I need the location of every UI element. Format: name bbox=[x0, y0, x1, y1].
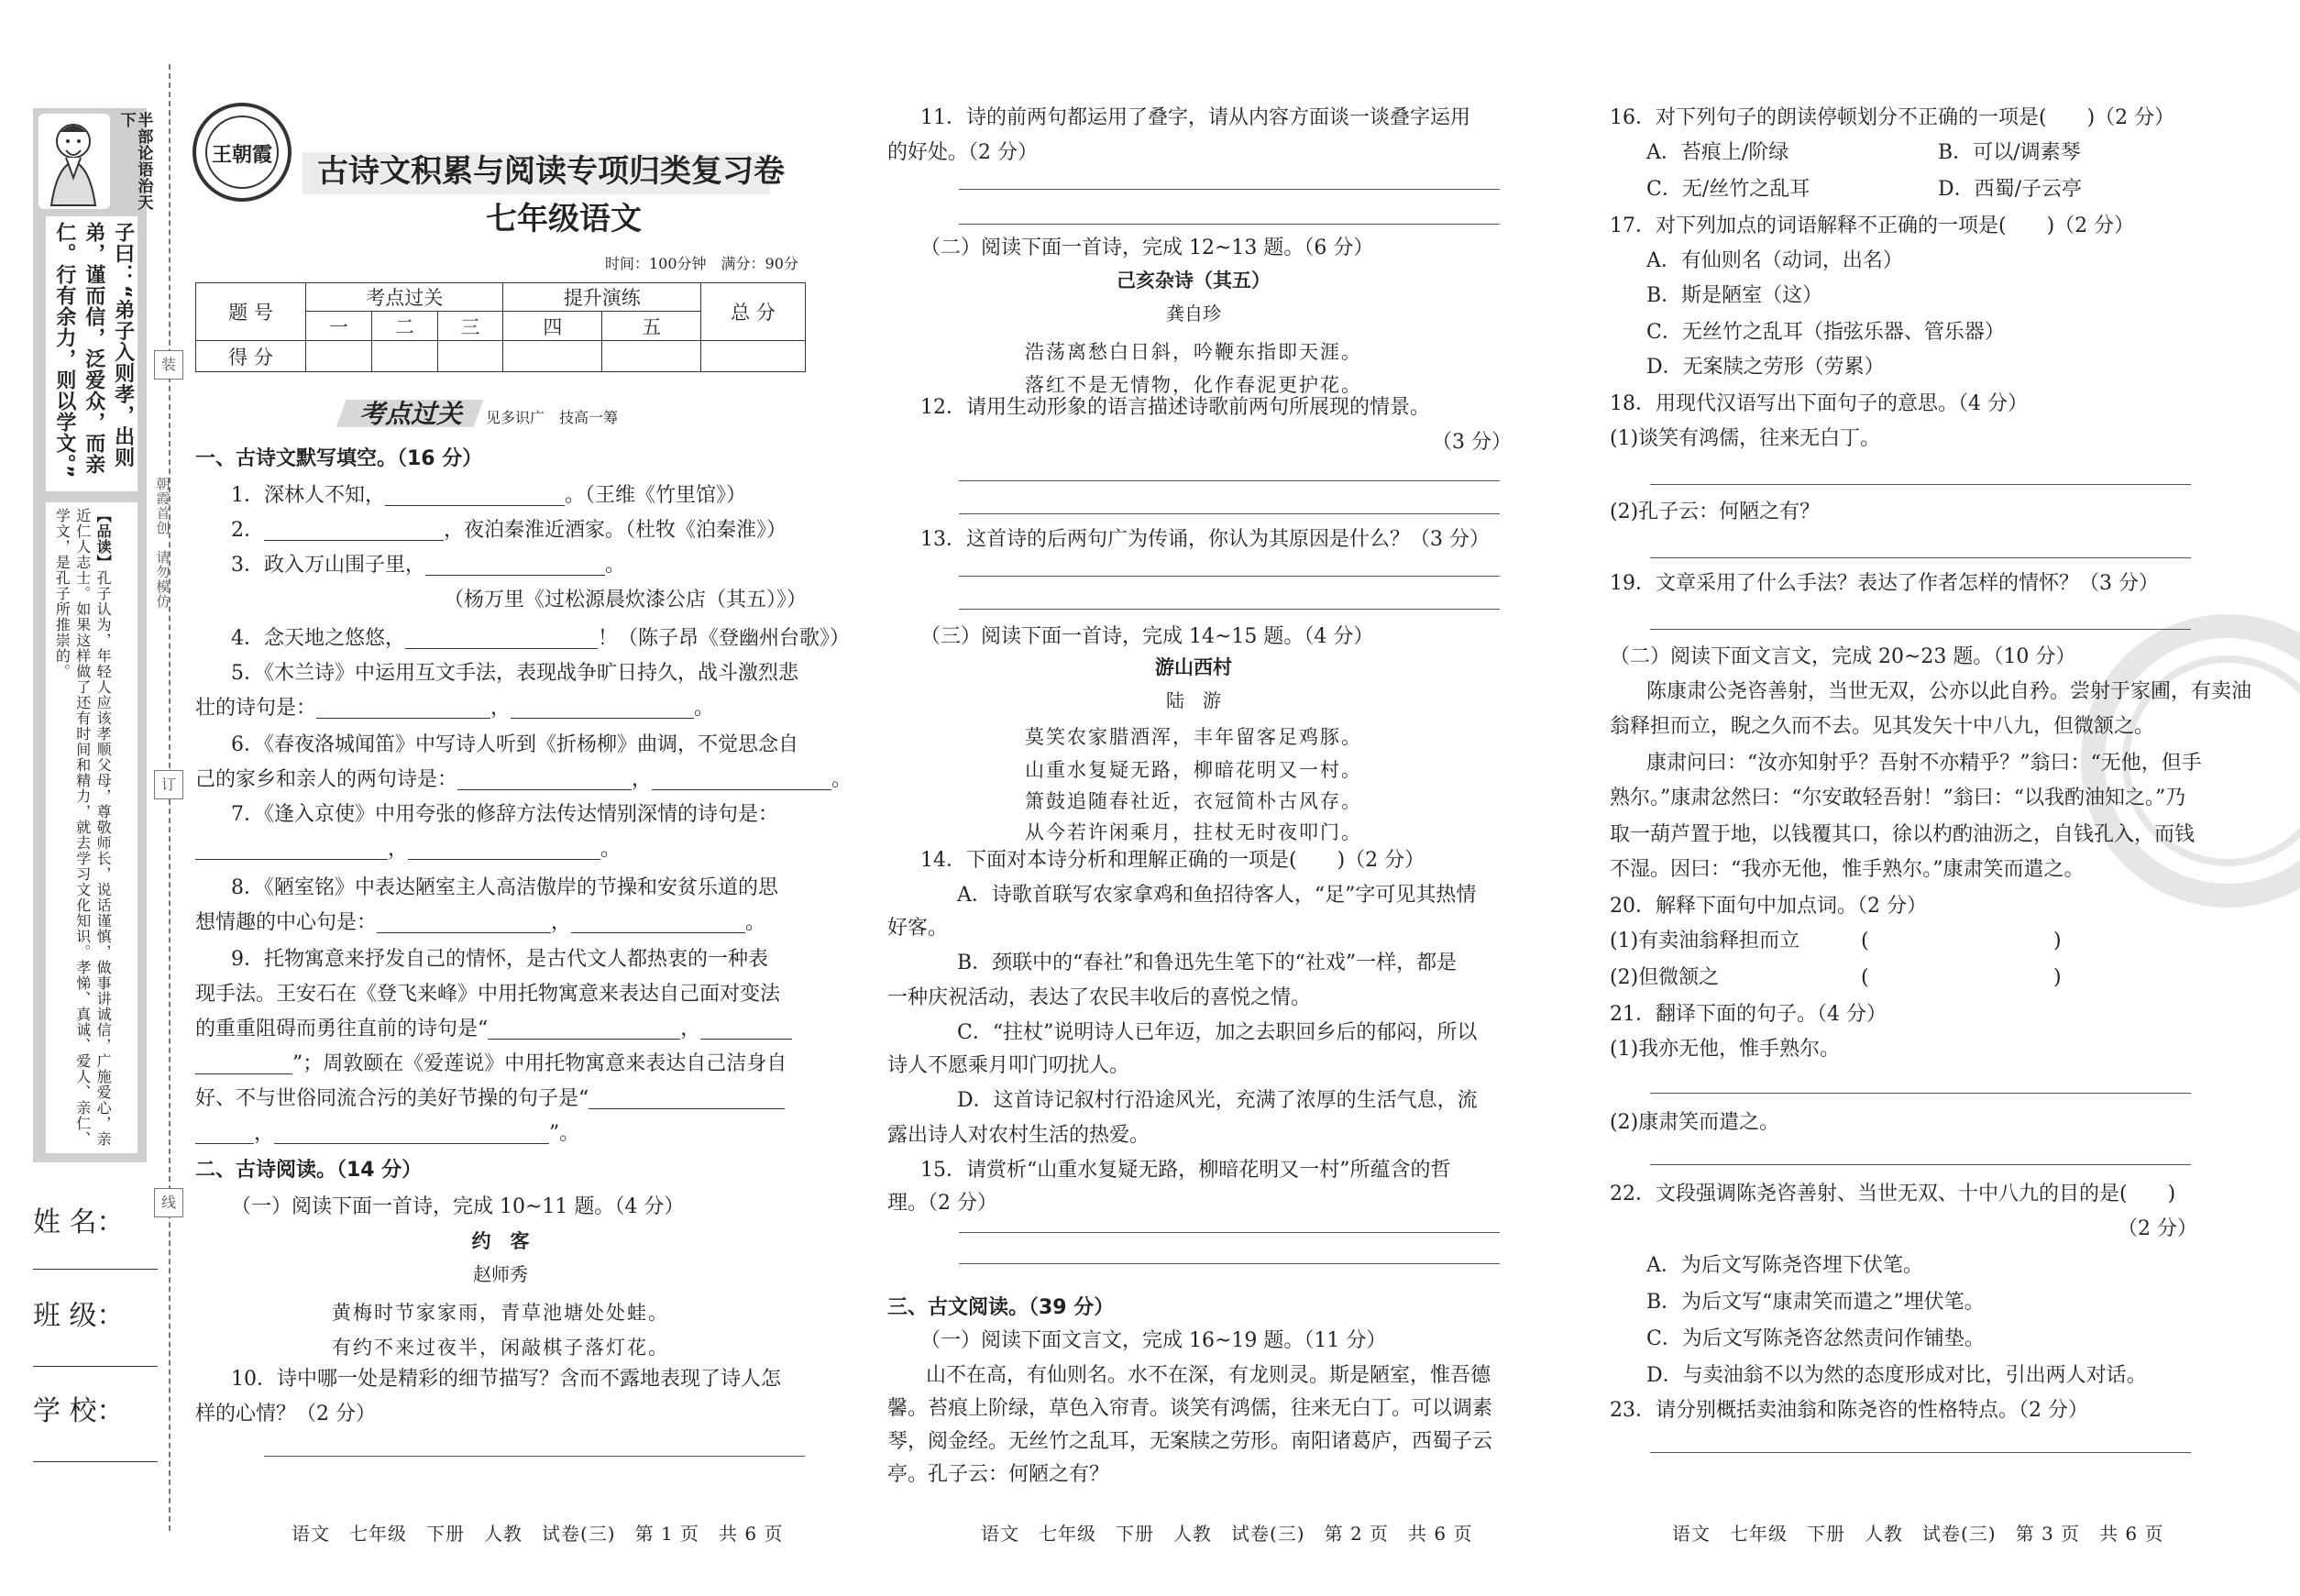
q4 bbox=[231, 629, 850, 649]
q3-end: 。 bbox=[605, 554, 626, 577]
class-label: 班 级： bbox=[33, 1300, 125, 1332]
q11-line1: 11．诗的前两句都运用了叠字，请从内容方面谈一谈叠字运用 bbox=[920, 106, 1470, 129]
poem-3-line: 山重水复疑无路，柳暗花明又一村。 bbox=[1025, 759, 1362, 781]
q6-line2: 己的家乡和亲人的两句诗是： ， 。 bbox=[195, 768, 853, 791]
q21-part-1: (1)我亦无他，惟手熟尔。 bbox=[1610, 1038, 1841, 1061]
q15-line1: 15．请赏析“山重水复疑无路，柳暗花明又一村”所蕴含的哲 bbox=[920, 1159, 1451, 1182]
score-table-tihao: 题 号 bbox=[196, 283, 306, 341]
answer-blank[interactable] bbox=[195, 842, 388, 860]
score-cell[interactable] bbox=[503, 341, 602, 372]
answer-blank[interactable] bbox=[425, 557, 605, 576]
answer-blank[interactable] bbox=[274, 1126, 549, 1144]
q7-line2: ， 。 bbox=[195, 840, 621, 860]
q20-answer-2[interactable] bbox=[1876, 968, 2050, 988]
poem-2-line: 落红不是无情物，化作春泥更护花。 bbox=[1025, 374, 1362, 396]
passage-2-line: 陈康肃公尧咨善射，当世无双，公亦以此自矜。尝射于家圃，有卖油 bbox=[1646, 680, 2252, 703]
answer-blank[interactable] bbox=[195, 1056, 292, 1074]
q10-line2: 样的心情？（2 分） bbox=[195, 1403, 376, 1425]
section-3-heading: 三、古文阅读。（39 分） bbox=[887, 1296, 1115, 1319]
reading-1-intro: （一）阅读下面一首诗，完成 10~11 题。（4 分） bbox=[231, 1195, 685, 1218]
q18-part-2: (2)孔子云：何陋之有？ bbox=[1610, 501, 1821, 523]
answer-line[interactable] bbox=[959, 189, 1500, 190]
sidebar-slogan: 半部论语治天下 bbox=[116, 112, 153, 211]
q9-line2: 现手法。王安石在《登飞来峰》中用托物寓意来表达自己面对变法 bbox=[195, 983, 781, 1006]
q22-score: （2 分） bbox=[2118, 1217, 2197, 1240]
poem-1-author: 赵师秀 bbox=[473, 1263, 528, 1285]
reading-4-intro: （一）阅读下面文言文，完成 16~19 题。（11 分） bbox=[920, 1329, 1387, 1352]
passage-1-line: 山不在高，有仙则名。水不在深，有龙则灵。斯是陋室，惟吾德 bbox=[926, 1364, 1491, 1387]
q17-option-c[interactable]: C．无丝竹之乱耳（指弦乐器、管乐器） bbox=[1646, 321, 2005, 344]
cut-mark-2: 订 bbox=[154, 770, 183, 799]
score-cell[interactable] bbox=[437, 341, 503, 372]
answer-blank[interactable] bbox=[195, 1126, 254, 1144]
answer-blank[interactable] bbox=[264, 523, 444, 541]
q12-score: （3 分） bbox=[1432, 431, 1512, 454]
q16-option-d[interactable]: D．西蜀/子云亭 bbox=[1938, 178, 2083, 201]
q17: 17．对下列加点的词语解释不正确的一项是( )（2 分） bbox=[1610, 215, 2135, 237]
answer-blank[interactable] bbox=[589, 1091, 785, 1109]
score-cell[interactable] bbox=[602, 341, 701, 372]
school-label: 学 校： bbox=[33, 1395, 125, 1427]
exam-title: 古诗文积累与阅读专项归类复习卷 bbox=[317, 153, 785, 190]
section-banner-title: 考点过关 bbox=[359, 399, 463, 429]
q7-line1: 7．《逢入京使》中用夸张的修辞方法传达情别深情的诗句是： bbox=[231, 803, 778, 826]
q5-line2: 壮的诗句是： ， 。 bbox=[195, 697, 715, 720]
q9-line3: 的重重阻碍而勇往直前的诗句是“ ， bbox=[195, 1019, 792, 1040]
q9-text-c: 好、不与世俗同流合污的美好节操的句子是“ bbox=[195, 1087, 589, 1110]
passage-1-line: 琴，阅金经。无丝竹之乱耳，无案牍之劳形。南阳诸葛庐，西蜀子云 bbox=[887, 1430, 1493, 1453]
answer-line[interactable] bbox=[959, 224, 1500, 225]
answer-blank[interactable] bbox=[700, 1021, 792, 1040]
score-table-defen: 得 分 bbox=[196, 341, 306, 372]
answer-blank[interactable] bbox=[316, 700, 490, 719]
q9-end: ”。 bbox=[549, 1122, 580, 1145]
answer-line[interactable] bbox=[1650, 1164, 2191, 1165]
q20-paren-close: ) bbox=[2053, 966, 2062, 989]
reading-2-intro: （二）阅读下面一首诗，完成 12~13 题。（6 分） bbox=[920, 237, 1374, 259]
q1 bbox=[231, 486, 746, 506]
score-table-sub-1: 一 bbox=[306, 312, 372, 341]
q23: 23．请分别概括卖油翁和陈尧咨的性格特点。（2 分） bbox=[1610, 1399, 2088, 1422]
exam-time-info: 时间：100分钟 满分：90分 bbox=[605, 255, 798, 272]
answer-line[interactable] bbox=[1650, 484, 2191, 485]
answer-line[interactable] bbox=[1650, 629, 2191, 630]
score-table-sub-5: 五 bbox=[602, 312, 701, 341]
page-footer-2: 语文 七年级 下册 人教 试卷(三) 第 2 页 共 6 页 bbox=[981, 1523, 1473, 1545]
passage-1-line: 亭。孔子云：何陋之有？ bbox=[887, 1463, 1110, 1486]
q22-option-b[interactable]: B．为后文写“康肃笑而遣之”埋伏笔。 bbox=[1646, 1291, 1985, 1314]
q1-text: 1．深林人不知， bbox=[231, 484, 385, 507]
q18-part-1: (1)谈笑有鸿儒，往来无白丁。 bbox=[1610, 427, 1881, 450]
page-footer-3: 语文 七年级 下册 人教 试卷(三) 第 3 页 共 6 页 bbox=[1672, 1523, 2164, 1545]
sidebar-note-title: 【品读】 bbox=[94, 508, 113, 570]
section-2-heading: 二、古诗阅读。（14 分） bbox=[195, 1159, 423, 1182]
score-table-sub-4: 四 bbox=[503, 312, 602, 341]
poem-3-author: 陆 游 bbox=[1166, 689, 1221, 711]
q14-option-c-cont: 诗人不愿乘月叩门叨扰人。 bbox=[887, 1054, 1130, 1077]
reading-5-intro: （二）阅读下面文言文，完成 20~23 题。（10 分） bbox=[1610, 645, 2076, 668]
answer-blank[interactable] bbox=[457, 772, 632, 790]
q22-option-d[interactable]: D．与卖油翁不以为然的态度形成对比，引出两人对话。 bbox=[1646, 1364, 2147, 1387]
q4-text: 4．念天地之悠悠， bbox=[231, 627, 405, 650]
score-table-group2: 提升演练 bbox=[503, 283, 701, 312]
q22: 22．文段强调陈尧咨善射、当世无双、十中八九的目的是( ) bbox=[1610, 1183, 2176, 1205]
brand-logo-text: 王朝霞 bbox=[211, 143, 272, 167]
poem-2-author: 龚自珍 bbox=[1166, 303, 1221, 325]
q8-line2: 想情趣的中心句是： ， 。 bbox=[195, 911, 766, 934]
poem-2-title: 己亥杂诗（其五） bbox=[1117, 270, 1271, 292]
q16-option-a[interactable]: A．苔痕上/阶绿 bbox=[1646, 141, 1789, 164]
exam-subtitle: 七年级语文 bbox=[486, 201, 642, 237]
section-banner-slogan: 见多识广 技高一筹 bbox=[486, 409, 619, 426]
poem-2-line: 浩荡离愁白日斜，吟鞭东指即天涯。 bbox=[1025, 341, 1362, 363]
score-table-sub-2: 二 bbox=[371, 312, 437, 341]
answer-blank[interactable] bbox=[377, 915, 551, 933]
passage-2-line: 翁释担而立，睨之久而不去。见其发矢十中八九，但微颔之。 bbox=[1610, 715, 2155, 738]
answer-line[interactable] bbox=[264, 1456, 805, 1457]
score-cell[interactable] bbox=[701, 341, 806, 372]
q17-option-d[interactable]: D．无案牍之劳形（劳累） bbox=[1646, 356, 1885, 379]
answer-blank[interactable] bbox=[405, 631, 598, 649]
answer-blank[interactable] bbox=[408, 842, 600, 860]
q9-line5 bbox=[195, 1089, 785, 1109]
q20-part-1: (1)有卖油翁释担而立 bbox=[1610, 930, 1800, 952]
confucius-illustration bbox=[39, 114, 110, 209]
name-label: 姓 名： bbox=[33, 1206, 125, 1238]
answer-line[interactable] bbox=[959, 480, 1500, 481]
score-table bbox=[195, 282, 806, 372]
q3 bbox=[231, 556, 625, 576]
poem-1-line: 黄梅时节家家雨，青草池塘处处蛙。 bbox=[332, 1302, 669, 1324]
q16-option-b[interactable]: B．可以/调素琴 bbox=[1938, 141, 2081, 164]
q12: 12．请用生动形象的语言描述诗歌前两句所展现的情景。 bbox=[920, 396, 1430, 419]
score-table-total: 总 分 bbox=[701, 283, 806, 341]
q4-source: ！（陈子昂《登幽州台歌》） bbox=[598, 627, 851, 650]
q9-text-a: 的重重阻碍而勇往直前的诗句是“ bbox=[195, 1018, 489, 1040]
q20-part-2: (2)但微颔之 bbox=[1610, 966, 1720, 989]
q14-option-a-cont: 好客。 bbox=[887, 917, 949, 940]
name-line[interactable] bbox=[33, 1269, 158, 1270]
q15-line2: 理。（2 分） bbox=[887, 1192, 997, 1215]
score-table-sub-3: 三 bbox=[437, 312, 503, 341]
q9-line1: 9．托物寓意来抒发自己的情怀，是古代文人都热衷的一种表 bbox=[231, 948, 768, 971]
passage-1-line: 馨。苔痕上阶绿，草色入帘青。谈笑有鸿儒，往来无白丁。可以调素 bbox=[887, 1397, 1493, 1420]
answer-line[interactable] bbox=[1650, 557, 2191, 558]
q17-option-a[interactable]: A．有仙则名（动词，出名） bbox=[1646, 249, 1903, 272]
brand-logo bbox=[193, 103, 292, 202]
sidebar-side-text: 朝霞首创 请勿模仿 bbox=[154, 477, 171, 609]
answer-blank[interactable] bbox=[652, 772, 831, 790]
q20-paren-close: ) bbox=[2053, 930, 2062, 952]
q19: 19．文章采用了什么手法？表达了作者怎样的情怀？（3 分） bbox=[1610, 572, 2159, 595]
q22-option-a[interactable]: A．为后文写陈尧咨埋下伏笔。 bbox=[1646, 1254, 1923, 1277]
poem-3-line: 莫笑农家腊酒浑，丰年留客足鸡豚。 bbox=[1025, 726, 1362, 748]
passage-2-line: 康肃问曰：“汝亦知射乎？吾射不亦精乎？”翁曰：“无他，但手 bbox=[1646, 752, 2202, 775]
q11-line2: 的好处。（2 分） bbox=[887, 141, 1038, 164]
q5-line1: 5．《木兰诗》中运用互文手法，表现战争旷日持久，战斗激烈悲 bbox=[231, 662, 798, 685]
answer-line[interactable] bbox=[959, 513, 1500, 514]
answer-line[interactable] bbox=[959, 1263, 1500, 1264]
poem-3-title: 游山西村 bbox=[1155, 656, 1232, 678]
q6-line1: 6．《春夜洛城闻笛》中写诗人听到《折杨柳》曲调，不觉思念自 bbox=[231, 733, 798, 756]
answer-line[interactable] bbox=[959, 609, 1500, 610]
q14-option-a[interactable]: A．诗歌首联写农家拿鸡和鱼招待客人，“足”字可见其热情 bbox=[957, 884, 1477, 907]
q20-paren-open: ( bbox=[1861, 966, 1869, 989]
poem-1-title: 约 客 bbox=[471, 1230, 530, 1252]
q13: 13．这首诗的后两句广为传诵，你认为其原因是什么？（3 分） bbox=[920, 528, 1490, 551]
reading-3-intro: （三）阅读下面一首诗，完成 14~15 题。（4 分） bbox=[920, 625, 1374, 648]
passage-2-line: 不湿。因曰：“我亦无他，惟手熟尔。”康肃笑而遣之。 bbox=[1610, 858, 2085, 881]
q16-option-c[interactable]: C．无/丝竹之乱耳 bbox=[1646, 178, 1810, 201]
cut-mark-1: 装 bbox=[154, 350, 183, 380]
class-line[interactable] bbox=[33, 1366, 158, 1367]
sidebar-note bbox=[51, 508, 113, 1150]
answer-line[interactable] bbox=[1650, 1452, 2191, 1453]
q18: 18．用现代汉语写出下面句子的意思。（4 分） bbox=[1610, 392, 2028, 415]
q5-text: 壮的诗句是： bbox=[195, 697, 317, 720]
answer-line[interactable] bbox=[959, 576, 1500, 577]
answer-line[interactable] bbox=[1650, 1093, 2191, 1094]
q21: 21．翻译下面的句子。（4 分） bbox=[1610, 1003, 1887, 1026]
q20-answer-1[interactable] bbox=[1876, 931, 2050, 952]
q9-text-b: ”；周敦颐在《爱莲说》中用托物寓意来表达自己洁身自 bbox=[292, 1052, 787, 1075]
q14-option-d-cont: 露出诗人对农村生活的热爱。 bbox=[887, 1124, 1150, 1147]
q21-part-2: (2)康肃笑而遣之。 bbox=[1610, 1111, 1780, 1134]
answer-blank[interactable] bbox=[511, 700, 694, 719]
sidebar-quote: 子曰：“弟子入则孝，出则弟，谨而信，泛爱众，而亲仁。行有余力，则以学文。” bbox=[52, 222, 135, 479]
q14: 14．下面对本诗分析和理解正确的一项是( )（2 分） bbox=[920, 849, 1425, 872]
q17-option-b[interactable]: B．斯是陋室（这） bbox=[1646, 284, 1823, 307]
page-footer-1: 语文 七年级 下册 人教 试卷(三) 第 1 页 共 6 页 bbox=[292, 1523, 784, 1545]
poem-3-line: 从今若许闲乘月，拄杖无时夜叩门。 bbox=[1025, 821, 1362, 843]
q22-option-c[interactable]: C．为后文写陈尧咨忿然责问作铺垫。 bbox=[1646, 1327, 1985, 1350]
score-cell[interactable] bbox=[371, 341, 437, 372]
sidebar-note-text: 孔子认为，年轻人应该孝顺父母，尊敬师长，说话谨慎，做事讲诚信，广施爱心，亲近仁人志士。如果这样做了还有时间和精力，就去学习文化知识。孝悌、真诚、爱人、亲仁、学文，是孔子所推崇的。 bbox=[53, 508, 113, 1147]
score-cell[interactable] bbox=[306, 341, 372, 372]
q14-option-b[interactable]: B．颈联中的“春社”和鲁迅先生笔下的“社戏”一样，都是 bbox=[957, 952, 1458, 974]
answer-blank[interactable] bbox=[488, 1021, 680, 1040]
q2 bbox=[231, 521, 787, 541]
q10-line1: 10．诗中哪一处是精彩的细节描写？含而不露地表现了诗人怎 bbox=[231, 1368, 781, 1391]
answer-line[interactable] bbox=[959, 1232, 1500, 1233]
q20-paren-open: ( bbox=[1861, 930, 1869, 952]
q8-line1: 8．《陋室铭》中表达陋室主人高洁傲岸的节操和安贫乐道的思 bbox=[231, 876, 778, 899]
q14-option-d[interactable]: D．这首诗记叙村行沿途风光，充满了浓厚的生活气息，流 bbox=[957, 1089, 1478, 1112]
q2-text: ，夜泊秦淮近酒家。（杜牧《泊秦淮》） bbox=[444, 519, 787, 542]
poem-3-line: 箫鼓追随春社近，衣冠简朴古风存。 bbox=[1025, 790, 1362, 812]
q6-text: 己的家乡和亲人的两句诗是： bbox=[195, 768, 458, 791]
q9-line6: ， ”。 bbox=[195, 1124, 579, 1144]
q1-source: 。（王维《竹里馆》） bbox=[565, 484, 747, 507]
answer-blank[interactable] bbox=[385, 488, 565, 506]
q3-source: （杨万里《过松源晨炊漆公店（其五）》） bbox=[444, 589, 808, 611]
school-line[interactable] bbox=[33, 1461, 158, 1462]
sidebar-quote-box bbox=[46, 216, 138, 491]
section-1-heading: 一、古诗文默写填空。（16 分） bbox=[195, 447, 483, 470]
score-table-group1: 考点过关 bbox=[306, 283, 503, 312]
passage-2-line: 取一葫芦置于地，以钱覆其口，徐以杓酌油沥之，自钱孔入，而钱 bbox=[1610, 823, 2195, 846]
q3-text: 3．政入万山围子里， bbox=[231, 554, 425, 577]
sidebar-note-box bbox=[46, 502, 138, 1153]
answer-blank[interactable] bbox=[571, 915, 745, 933]
poem-1-line: 有约不来过夜半，闲敲棋子落灯花。 bbox=[332, 1337, 669, 1359]
passage-2-line: 熟尔。”康肃忿然曰：“尔安敢轻吾射！”翁曰：“以我酌油知之。”乃 bbox=[1610, 787, 2186, 809]
q9-line4 bbox=[195, 1054, 787, 1074]
q2-num: 2． bbox=[231, 519, 264, 542]
q14-option-c[interactable]: C．“拄杖”说明诗人已年迈，加之去职回乡后的郁闷，所以 bbox=[957, 1021, 1478, 1044]
q14-option-b-cont: 一种庆祝活动，表达了农民丰收后的喜悦之情。 bbox=[887, 986, 1312, 1009]
q8-text: 想情趣的中心句是： bbox=[195, 911, 378, 934]
q20: 20．解释下面句中加点词。（2 分） bbox=[1610, 895, 1927, 918]
cut-mark-3: 线 bbox=[154, 1188, 183, 1217]
q16: 16．对下列句子的朗读停顿划分不正确的一项是( )（2 分） bbox=[1610, 106, 2175, 129]
